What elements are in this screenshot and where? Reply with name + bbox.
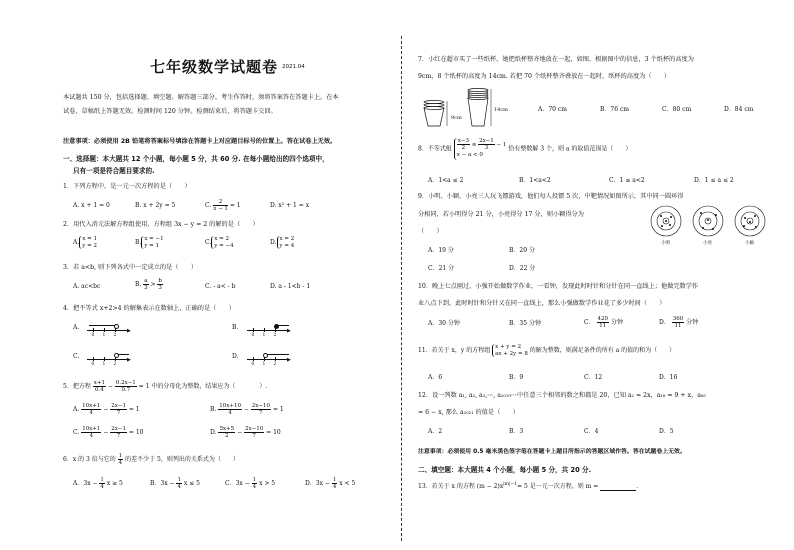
q9-option-c: C．21 分 [428,265,455,272]
dartboard-label-3: 小颖 [745,241,754,246]
dartboards-figure [649,204,767,240]
q7-line-2: 9cm，8 个纸杯的高度为 14cm. 若把 70 个纸杯整齐叠放在一起时，纸杯的高度为（ ） [418,73,671,80]
section1-heading-2: 只有一项是符合题目要求的. [73,167,155,175]
q12-option-a: A．2 [428,428,443,435]
q5-option-a: A. $\frac{10x+1}{4}$ − $\frac{2x-1}{7}$ = 1 [73,403,140,416]
q11-option-a: A．6 [428,374,443,381]
q5-option-b: B. $\frac{10x+10}{4}$ − $\frac{2x-10}{7}$ = 1 [210,403,284,416]
q12-option-c: C．4 [584,428,599,435]
q3-option-c: C. - a< - b [205,283,236,290]
q7-option-c: C．80 cm [662,106,692,113]
q8-option-b: B．1<a<2 [519,177,551,184]
section1-heading: 一、选择题：本大题共 12 个小题，每小题 5 分，共 60 分. 在每小题给出的四个选项中， [63,155,329,163]
q6-option-a: A．3x − $\frac{1}{4}$ x ≥ 5 [73,477,123,490]
q3-stem: 3．若 a<b, 则下列各式中一定成立的是（ ） [63,264,198,271]
q10-option-a: A．30 分钟 [428,320,460,327]
dartboard-label-1: 小明 [661,241,670,246]
intro-line-1: 本试题共 150 分，包括选择题、填空题、解答题三部分。考生作答时，须将答案答在答题卡上，在本 [63,94,339,101]
q4-number-line-c: ▶ 0 1 2 [87,355,135,365]
q10-line-1: 10．晚上七点刚过，小强开始做数学作业，一看钟，发现此时时针和分针在同一直线上；他做完数学作 [418,283,699,290]
q2-option-a: A. x = 1 y = 2 [73,236,97,249]
q6-stem: 6．x 的 3 倍与它的 $\frac{1}{4}$ 的差不少于 5，则列出的关系式为（ ） [63,453,239,466]
q6-option-c: C．3x − $\frac{1}{4}$ x > 5 [225,477,276,490]
q12-option-b: B．3 [509,428,524,435]
q11-option-b: B．9 [509,374,524,381]
q9-line-2: 分相同，若小明得分 21 分，小亮得分 17 分，则小颖得分为 [418,211,584,218]
q4-stem: 4．把不等式 x+2>4 的解集表示在数轴上，正确的是（ ） [63,305,235,312]
q3-option-d: D. a - 1<b - 1 [270,283,311,290]
q4-option-c-label: C. [73,353,80,360]
q3-option-b: B. $\frac{a}{3}$ > $\frac{b}{3}$ [135,278,162,291]
q4-number-line-d: ▶ 0 1 2 [247,355,295,365]
section2-heading: 二、填空题：本大题共 4 个小题，每小题 5 分，共 20 分. [418,466,592,474]
q7-line-1: 7．小红在超市买了一些纸杯，她把纸杯整齐地放在一起，如图，根据图中的信息，3 个纸杯的高度为 [418,56,694,63]
dartboard-label-2: 小亮 [703,241,712,246]
q1-option-d: D. x² + 1 = x [270,202,310,209]
q9-option-b: B．20 分 [509,247,535,254]
q4-option-d-label: D. [232,353,239,360]
q9-line-3: （ ） [418,228,443,235]
q8-stem: 8．不等式组 $\frac{x-3}{2}$ ≤ $\frac{2x-1}{3}$ − 1 x − a < 0 恰有整数解 3 个，则 a 的取值范围是（ ） [418,138,632,158]
q9-option-a: A．19 分 [428,247,454,254]
q2-option-d: D. x = 2 y = 4 [270,236,295,249]
exam-date: 2021.04 [282,64,305,70]
q7-option-d: D．84 cm [724,106,754,113]
q10-option-d: D． $\frac{360}{11}$ 分钟 [659,316,699,329]
q11-option-c: C．12 [584,374,603,381]
q4-number-line-a: ▶ 0 1 2 [87,326,135,336]
q8-option-c: C．1 ≤ a<2 [609,177,645,184]
q12-option-d: D．5 [659,428,674,435]
intro-line-2: 试卷、草稿纸上答题无效。检测时间 120 分钟。检测结束后，将答题卡交回。 [63,108,277,115]
cup-height-14: 14cm [494,107,508,113]
q8-option-d: D．1 ≤ a ≤ 2 [694,177,734,184]
q12-line-1: 12．设一列数 a₁, a₂, a₃,⋯, a₂₀₁₉⋯中任意三个相邻的数之和都是 20，已知 a₂ = 2x，a₁₈ = 9 + x，a₆₅ [418,392,706,399]
q2-stem: 2．用代入消元法解方程组使用，方程组 3x − y = 2 的解的是（ ） [63,221,259,228]
q8-option-a: A．1<a ≤ 2 [428,177,464,184]
q3-option-a: A. ac<bc [73,283,101,290]
q12-line-2: = 6 − x, 那么 a₂₀₂₁ 的值是（ ） [418,409,519,416]
cup-height-9: 9cm [451,115,462,121]
q2-option-c: C. x = 2 y = −4 [205,236,234,249]
q7-option-b: B．76 cm [600,106,630,113]
q9-option-d: D．22 分 [509,265,536,272]
notice-line: 注意事项：必须使用 2B 铅笔将答案标号填涂在答题卡上对应题目标号的位置上。答在试卷上无效。 [63,138,337,145]
q5-option-c: C. $\frac{10x+1}{4}$ − $\frac{2x-1}{7}$ = 10 [73,426,144,439]
q10-line-2: 业八点下到，此时时针和分针又在同一直线上，那么小强做数学作业花了多少时间（ ） [418,300,666,307]
q13-answer-blank[interactable] [600,484,636,491]
q1-option-a: A. x + 1 = 0 [73,202,110,209]
q13-stem: 13．若关于 x 的方程 $(m - 2)x^{|m|-1}= 5$ 是一元一次方程，则 m = . [418,482,639,490]
q6-option-b: B．3x − $\frac{1}{4}$ x ≤ 5 [150,477,200,490]
q4-number-line-b: ▶ 0 1 2 [247,326,295,336]
q10-option-c: C． $\frac{420}{11}$ 分钟 [584,316,623,329]
q4-option-a-label: A. [73,324,80,331]
right-column [404,0,794,550]
q9-line-1: 9．小明、小颖、小亮三人玩飞镖游戏，他们每人投镖 5 次，中靶情况如图所示，其中同一圆环得 [418,193,684,200]
q11-option-d: D．16 [659,374,678,381]
q10-option-b: B．35 分钟 [509,320,541,327]
q1-stem: 1．下列方程中，是一元一次方程的是（ ） [63,183,191,190]
q4-option-b-label: B. [232,324,239,331]
q2-option-b: B. x = −1 y = 1 [135,236,164,249]
q5-stem: 5．把方程 $\frac{x+1}{0.4}$ − $\frac{0.2x-1}{0.7}$ = 1 中的分母化为整数，结果应为（ ）. [63,380,268,393]
q1-option-b: B. x + 2y = 5 [135,202,176,209]
q6-option-d: D．3x − $\frac{1}{4}$ x < 5 [305,477,356,490]
q7-option-a: A．70 cm [538,106,567,113]
q5-option-d: D. $\frac{5x+5}{2}$ − $\frac{2x-10}{7}$ = 10 [210,426,281,439]
notice-2: 注意事项：必须使用 0.5 毫米黑色签字笔在答题卡上题目所指示的答题区域作答。答在试题卷上无效。 [418,449,686,455]
q11-stem: 11．若关于 x，y 的方程组 x + y = 2 ax + 2y = 8 的解为整数，则满足条件的所有 a 的值的和为（ ） [418,344,676,357]
q1-option-c: C. $\frac{2}{x - 1}$ = 1 [205,199,241,212]
column-divider [401,36,402,541]
page-title: 七年级数学试题卷 [150,58,279,76]
